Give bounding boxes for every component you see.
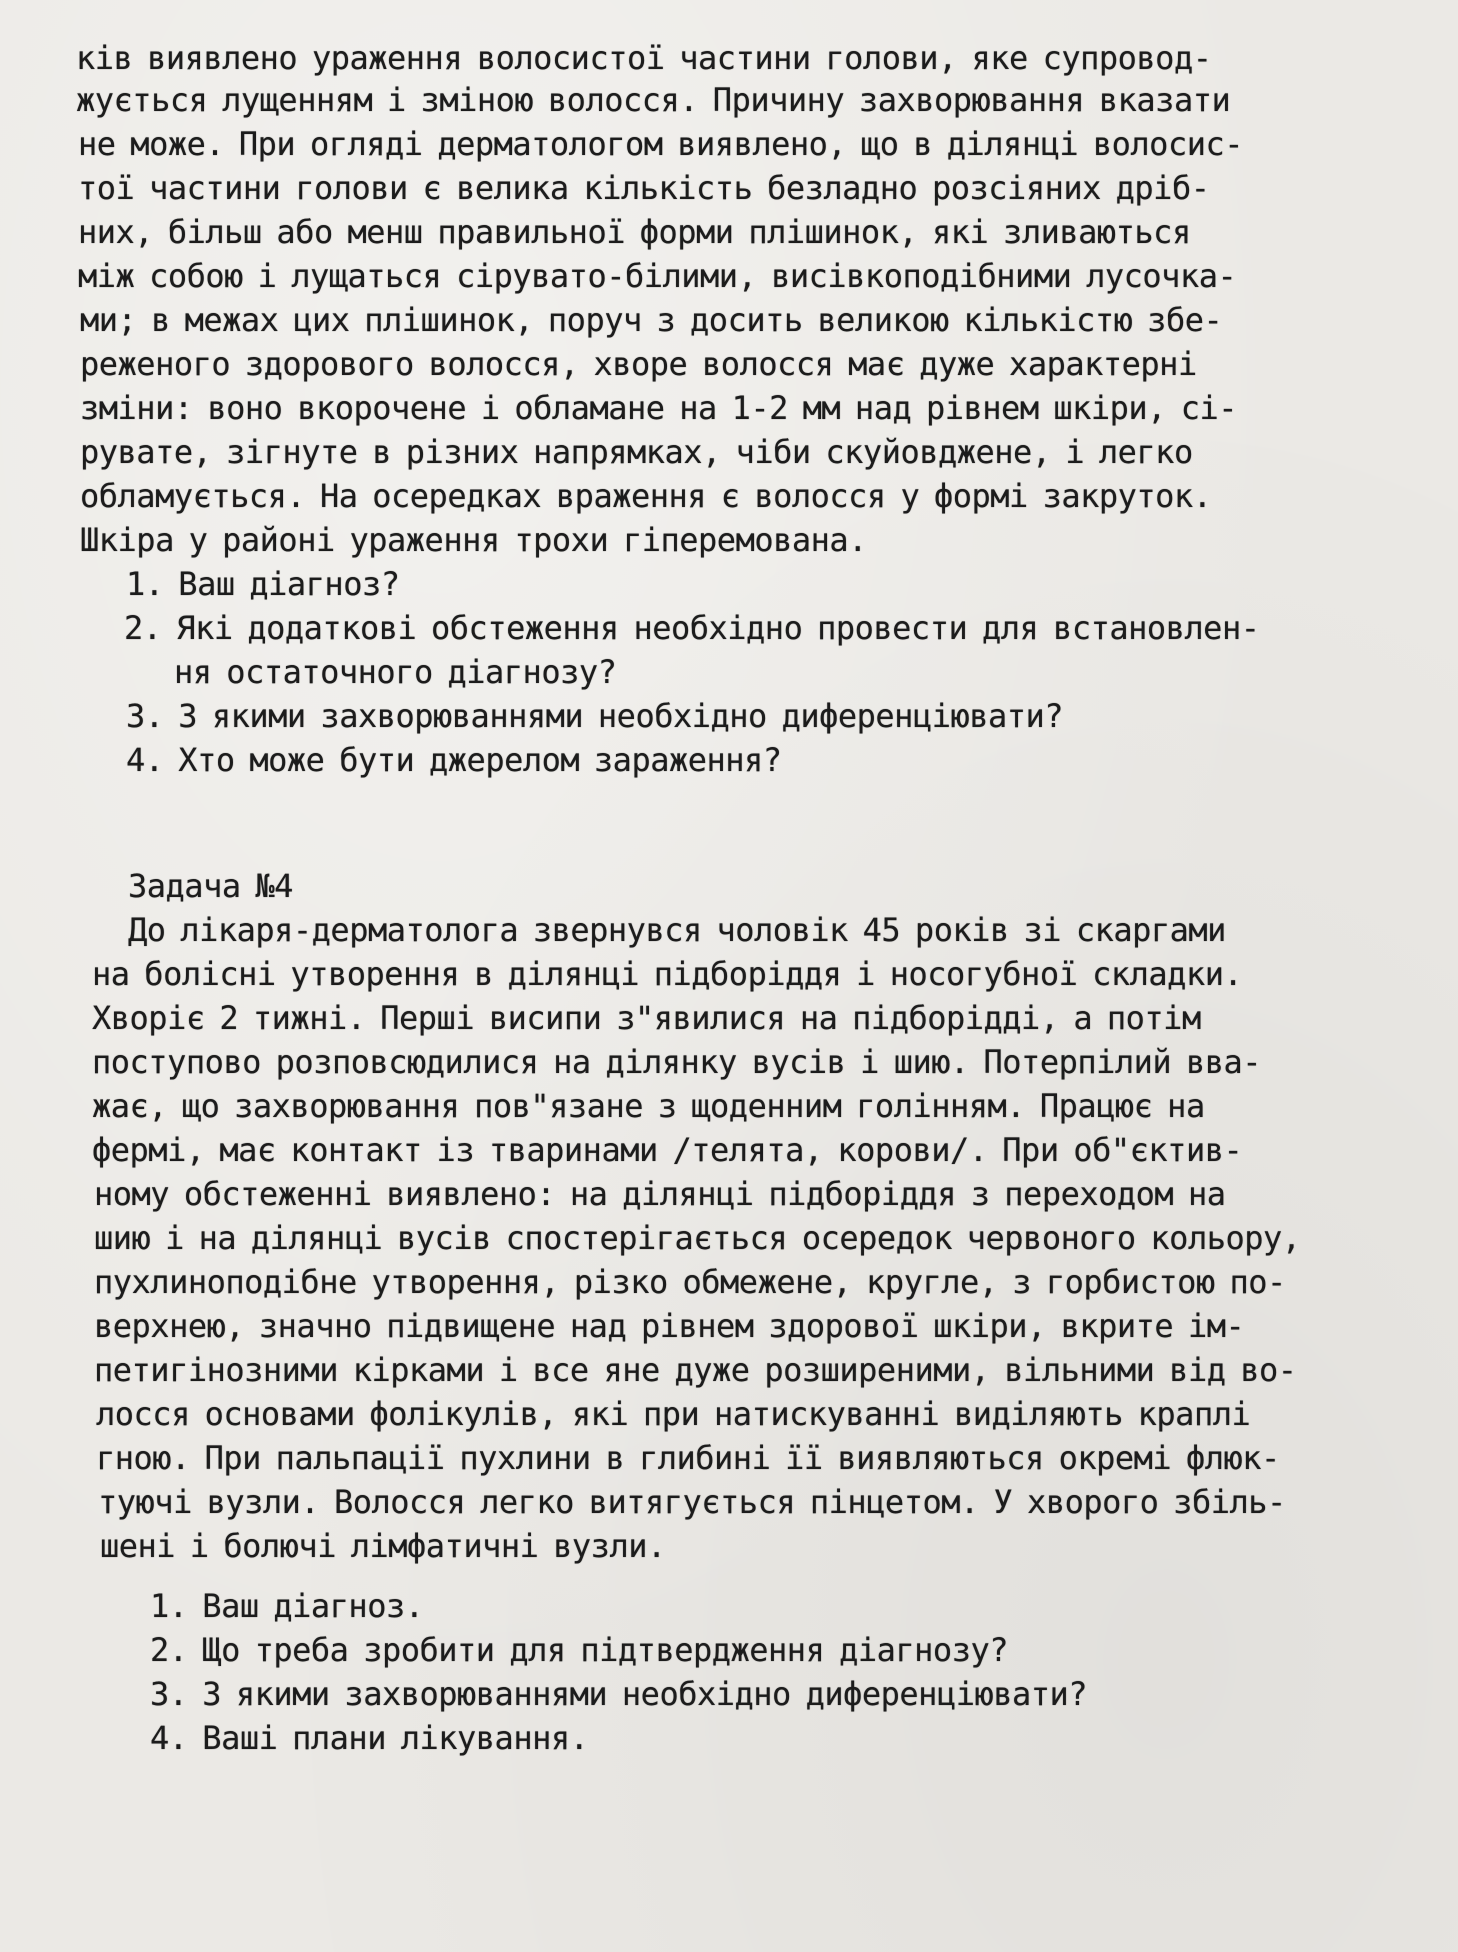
task3-line: обламується. На осередках враження є волосся у формі закруток. [80, 477, 1212, 515]
task4-line: на болісні утворення в ділянці підборіддя і носогубної складки. [92, 955, 1243, 993]
task3-line: жується лущенням і зміною волосся. Причину захворювання вказати [76, 81, 1231, 119]
task4-question: 1. Ваш діагноз. [150, 1587, 424, 1625]
task4-line: До лікаря-дерматолога звернувся чоловік 45 років зі скаргами [128, 911, 1226, 949]
task3-question: ня остаточного діагнозу? [174, 653, 617, 691]
task3-question: 2. Які додаткові обстеження необхідно провести для встановлен- [124, 609, 1260, 647]
task3-question: 3. З якими захворюваннями необхідно диференціювати? [126, 697, 1064, 735]
task4-line: гною. При пальпації пухлини в глибині її виявляються окремі флюк- [96, 1439, 1280, 1477]
task4-line: шені і болючі лімфатичні вузли. [100, 1527, 666, 1565]
task4-line: туючі вузли. Волосся легко витягується пінцетом. У хворого збіль- [98, 1483, 1286, 1521]
task3-line: реженого здорового волосся, хворе волосся має дуже характерні [80, 345, 1197, 383]
task4-line: пухлиноподібне утворення, різко обмежене, кругле, з горбистою по- [94, 1263, 1286, 1301]
task3-question: 4. Хто може бути джерелом зараження? [126, 741, 782, 779]
task4-line: верхнею, значно підвищене над рівнем здорової шкіри, вкрите ім- [94, 1307, 1245, 1345]
task3-line: ків виявлено ураження волосистої частини голови, яке супровод- [76, 39, 1212, 77]
task3-line: між собою і лущаться сірувато-білими, висівкоподібними лусочка- [78, 257, 1237, 295]
task4-line: лосся основами фолікулів, які при натискуванні виділяють краплі [96, 1395, 1251, 1433]
task3-line: рувате, зігнуте в різних напрямках, чіби скуйовджене, і легко [80, 433, 1193, 471]
task4-line: петигінозними кірками і все яне дуже розширеними, вільними від во- [94, 1351, 1297, 1389]
task4-line: жає, що захворювання пов"язане з щоденним голінням. Працює на [92, 1087, 1205, 1125]
task3-line: ми; в межах цих плішинок, поруч з досить великою кількістю збе- [80, 301, 1223, 339]
task3-line: не може. При огляді дерматологом виявлено, що в ділянці волосис- [78, 125, 1243, 163]
task4-question: 2. Що треба зробити для підтвердження діагнозу? [150, 1631, 1008, 1669]
task3-line: Шкіра у районі ураження трохи гіперемована. [80, 521, 867, 559]
task3-line: зміни: воно вкорочене і обламане на 1-2 мм над рівнем шкіри, сі- [80, 389, 1237, 427]
task4-question: 3. З якими захворюваннями необхідно диференціювати? [150, 1675, 1088, 1713]
task4-title: Задача №4 [128, 867, 293, 905]
task4-line: ному обстеженні виявлено: на ділянці підборіддя з переходом на [94, 1175, 1226, 1213]
task3-line: них, більш або менш правильної форми плішинок, які зливаються [78, 213, 1191, 251]
task4-line: шию і на ділянці вусів спостерігається осередок червоного кольору, [94, 1219, 1301, 1257]
task4-line: фермі, має контакт із тваринами /телята, корови/. При об"єктив- [92, 1131, 1243, 1169]
task4-line: поступово розповсюдилися на ділянку вусів і шию. Потерпілий вва- [92, 1043, 1261, 1081]
task4-question: 4. Ваші плани лікування. [150, 1719, 589, 1757]
task4-line: Хворіє 2 тижні. Перші висипи з"явилися на підборідді, а потім [92, 999, 1201, 1037]
task3-line: тої частини голови є велика кількість безладно розсіяних дріб- [78, 169, 1210, 207]
task3-question: 1. Ваш діагноз? [126, 565, 400, 603]
